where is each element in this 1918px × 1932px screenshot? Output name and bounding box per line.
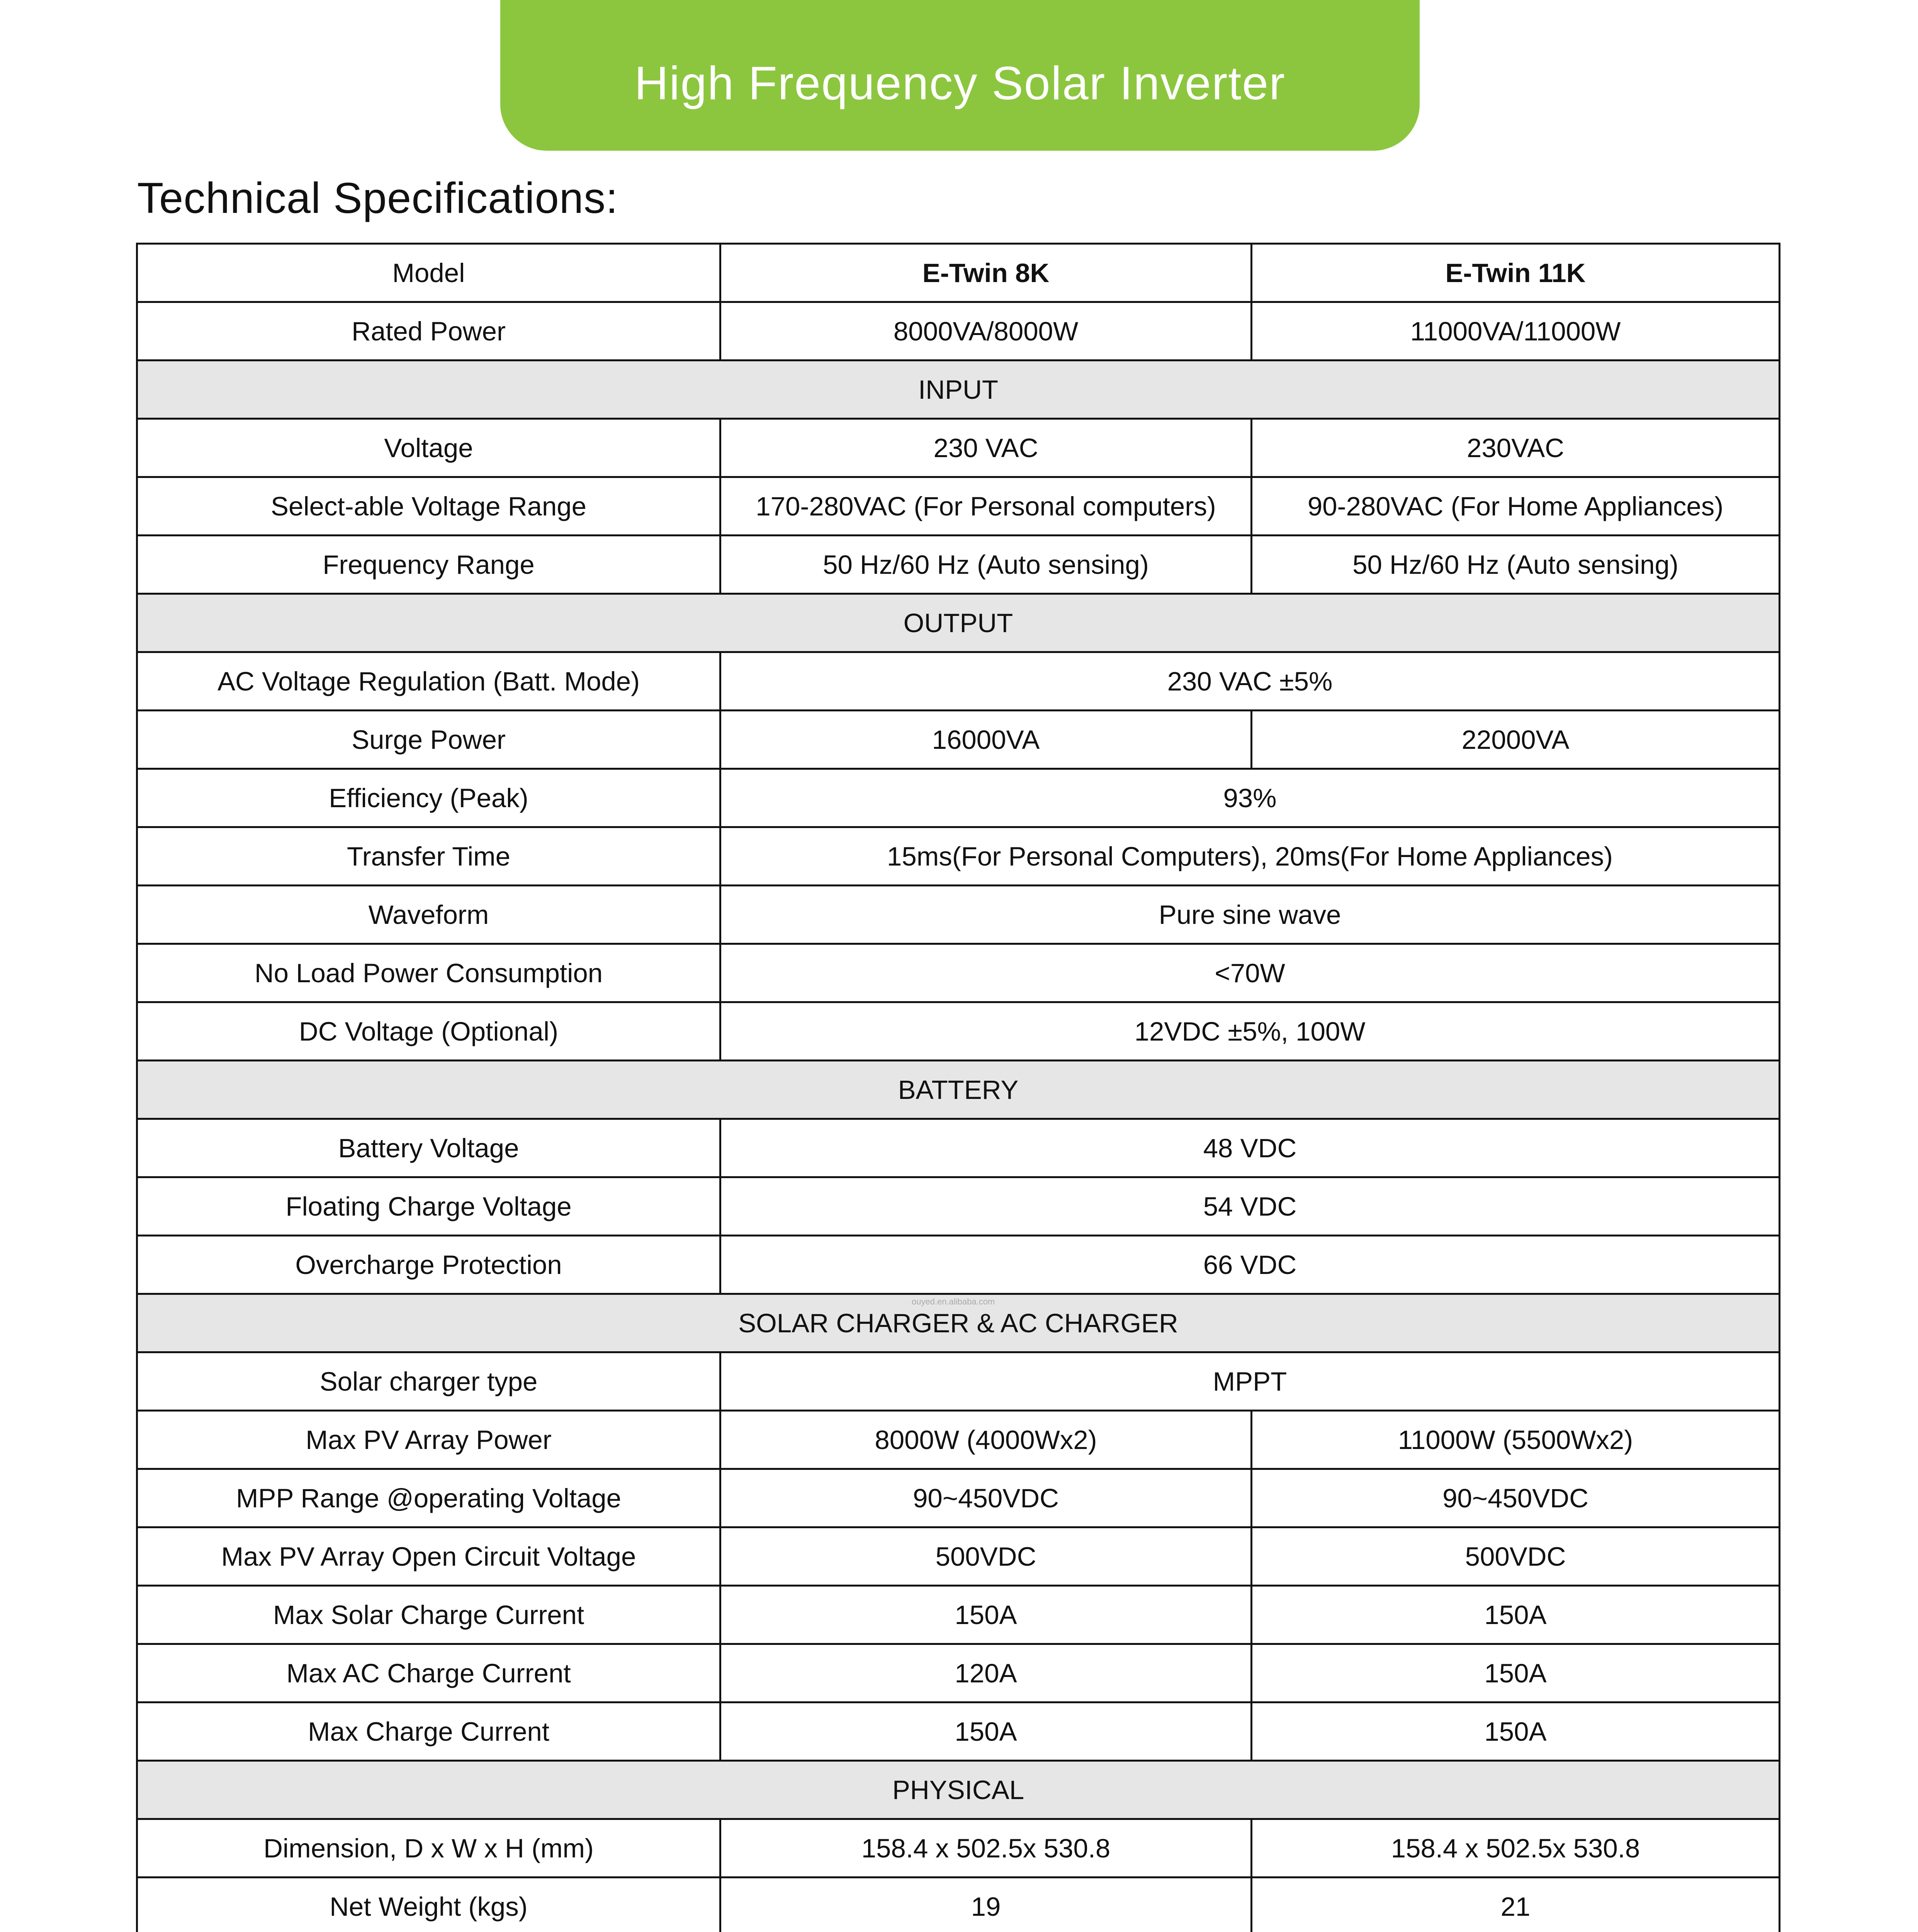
model-name: E-Twin 8K (720, 244, 1252, 302)
cell-value: 158.4 x 502.5x 530.8 (1252, 1819, 1780, 1878)
cell-value: 11000W (5500Wx2) (1252, 1411, 1780, 1469)
cell-value: 150A (1252, 1586, 1780, 1644)
cell-value: 50 Hz/60 Hz (Auto sensing) (720, 536, 1252, 594)
table-row (137, 769, 1780, 827)
row-label: Max Charge Current (137, 1702, 720, 1761)
row-label: AC Voltage Regulation (Batt. Mode) (137, 652, 720, 711)
table-row (137, 827, 1780, 886)
table-row (137, 1469, 1780, 1527)
cell-value: 11000VA/11000W (1252, 302, 1780, 361)
cell-value: 12VDC ±5%, 100W (720, 1002, 1780, 1061)
section-header (137, 594, 1780, 652)
header-title: High Frequency Solar Inverter (634, 57, 1286, 109)
cell-value: 170-280VAC (For Personal computers) (720, 477, 1252, 536)
row-label: Battery Voltage (137, 1119, 720, 1177)
table-row (137, 711, 1780, 769)
row-label: Max PV Array Open Circuit Voltage (137, 1527, 720, 1586)
cell-value: 150A (720, 1586, 1252, 1644)
section-title: BATTERY (137, 1061, 1780, 1119)
cell-value: 50 Hz/60 Hz (Auto sensing) (1252, 536, 1780, 594)
page-heading: Technical Specifications: (137, 174, 618, 222)
row-label: Efficiency (Peak) (137, 769, 720, 827)
table-row (137, 477, 1780, 536)
table-row (137, 1236, 1780, 1294)
row-label: Overcharge Protection (137, 1236, 720, 1294)
table-row (137, 419, 1780, 477)
row-label: Voltage (137, 419, 720, 477)
cell-value: 54 VDC (720, 1177, 1780, 1236)
table-row (137, 1177, 1780, 1236)
spec-table (136, 243, 1780, 1932)
row-label: Max Solar Charge Current (137, 1586, 720, 1644)
cell-value: 500VDC (1252, 1527, 1780, 1586)
table-row (137, 1878, 1780, 1932)
row-label: Floating Charge Voltage (137, 1177, 720, 1236)
cell-value: 15ms(For Personal Computers), 20ms(For Home Appliances) (720, 827, 1780, 886)
header-banner (500, 0, 1420, 151)
table-row (137, 244, 1780, 302)
table-row (137, 536, 1780, 594)
cell-value: 16000VA (720, 711, 1252, 769)
table-row (137, 1527, 1780, 1586)
cell-value: 230VAC (1252, 419, 1780, 477)
section-title: OUTPUT (137, 594, 1780, 652)
cell-value: 230 VAC ±5% (720, 652, 1780, 711)
table-row (137, 1352, 1780, 1411)
table-row (137, 1819, 1780, 1878)
cell-value: 230 VAC (720, 419, 1252, 477)
watermark: ouyed.en.alibaba.com (912, 1297, 995, 1306)
row-label: No Load Power Consumption (137, 944, 720, 1002)
row-label: Waveform (137, 886, 720, 944)
row-label: Surge Power (137, 711, 720, 769)
cell-value: 66 VDC (720, 1236, 1780, 1294)
section-title: SOLAR CHARGER & AC CHARGER (137, 1294, 1780, 1352)
cell-value: 150A (1252, 1644, 1780, 1702)
section-header (137, 361, 1780, 419)
row-label: Rated Power (137, 302, 720, 361)
cell-value: 48 VDC (720, 1119, 1780, 1177)
table-row (137, 1119, 1780, 1177)
row-label: Frequency Range (137, 536, 720, 594)
row-label: Max PV Array Power (137, 1411, 720, 1469)
cell-value: <70W (720, 944, 1780, 1002)
table-row (137, 302, 1780, 361)
row-label: DC Voltage (Optional) (137, 1002, 720, 1061)
table-row (137, 944, 1780, 1002)
row-label: Net Weight (kgs) (137, 1878, 720, 1932)
section-title: PHYSICAL (137, 1761, 1780, 1819)
table-row (137, 1644, 1780, 1702)
row-label: Max AC Charge Current (137, 1644, 720, 1702)
table-row (137, 1411, 1780, 1469)
cell-value: 90-280VAC (For Home Appliances) (1252, 477, 1780, 536)
model-name: E-Twin 11K (1252, 244, 1780, 302)
cell-value: 19 (720, 1878, 1252, 1932)
cell-value: 150A (720, 1702, 1252, 1761)
row-label: Model (137, 244, 720, 302)
row-label: MPP Range @operating Voltage (137, 1469, 720, 1527)
cell-value: 500VDC (720, 1527, 1252, 1586)
section-header (137, 1061, 1780, 1119)
cell-value: 90~450VDC (1252, 1469, 1780, 1527)
cell-value: MPPT (720, 1352, 1780, 1411)
row-label: Select-able Voltage Range (137, 477, 720, 536)
cell-value: 90~450VDC (720, 1469, 1252, 1527)
row-label: Dimension, D x W x H (mm) (137, 1819, 720, 1878)
table-row (137, 1586, 1780, 1644)
table-row (137, 652, 1780, 711)
cell-value: 21 (1252, 1878, 1780, 1932)
cell-value: 93% (720, 769, 1780, 827)
row-label: Transfer Time (137, 827, 720, 886)
cell-value: 150A (1252, 1702, 1780, 1761)
table-row (137, 886, 1780, 944)
section-title: INPUT (137, 361, 1780, 419)
cell-value: 8000VA/8000W (720, 302, 1252, 361)
table-row (137, 1702, 1780, 1761)
table-row (137, 1002, 1780, 1061)
cell-value: 158.4 x 502.5x 530.8 (720, 1819, 1252, 1878)
cell-value: 8000W (4000Wx2) (720, 1411, 1252, 1469)
cell-value: 22000VA (1252, 711, 1780, 769)
cell-value: Pure sine wave (720, 886, 1780, 944)
cell-value: 120A (720, 1644, 1252, 1702)
row-label: Solar charger type (137, 1352, 720, 1411)
section-header (137, 1761, 1780, 1819)
